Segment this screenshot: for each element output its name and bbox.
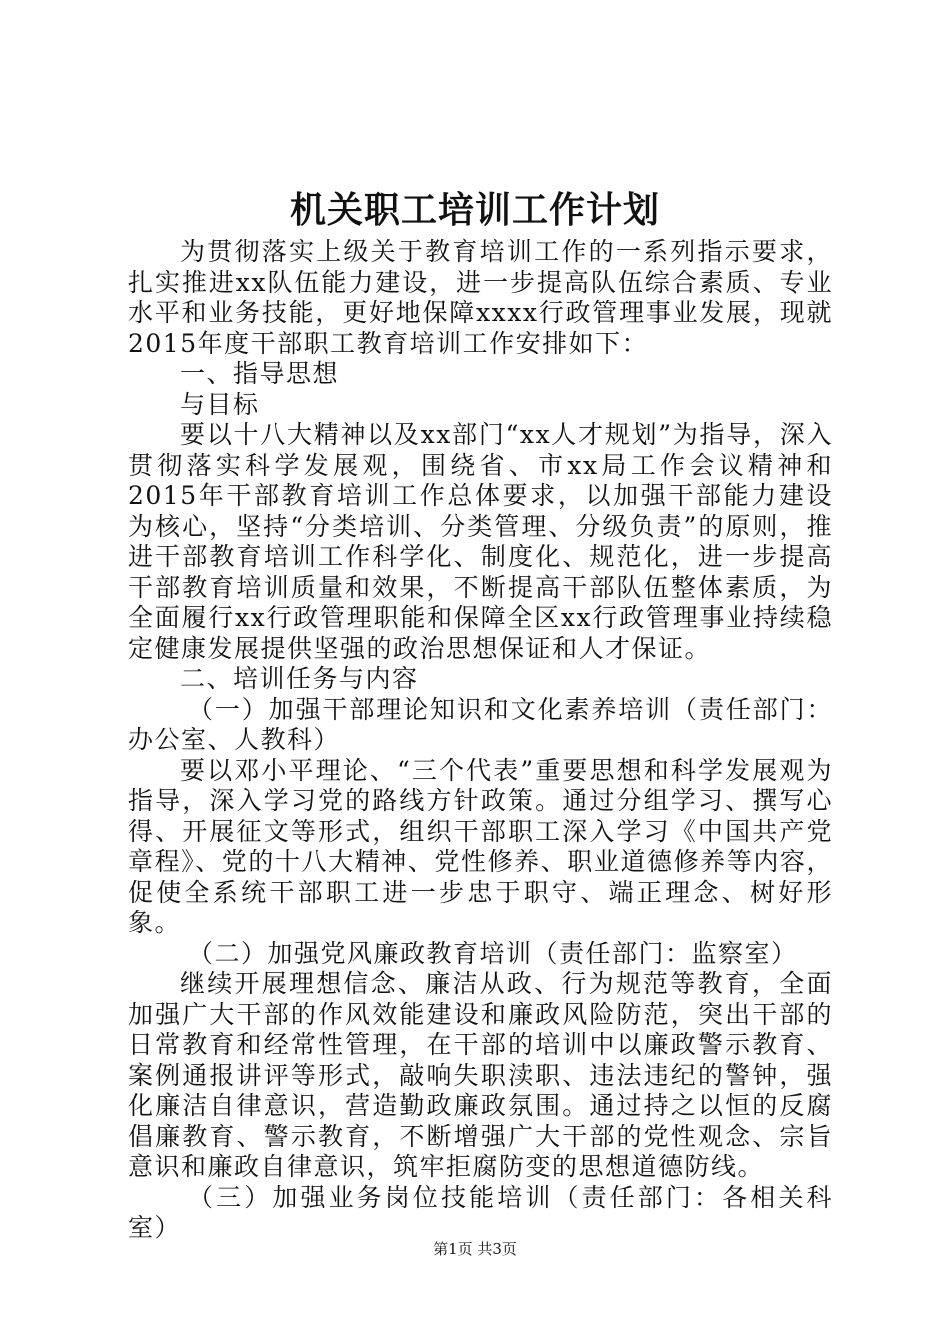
paragraph-integrity-training: 继续开展理想信念、廉洁从政、行为规范等教育，全面加强广大干部的作风效能建设和廉政风险防范，突出干部的日常教育和经常性管理，在干部的培训中以廉政警示教育、案例通报讲评等形式，敲响失职渎职、违法违纪的警钟，强化廉洁自律意识，营造勤政廉政氛围。通过持之以恒的反腐倡廉教育、警示教育，不断增强广大干部的党性观念、宗旨意识和廉政自律意识，筑牢拒腐防变的思想道德防线。: [128, 969, 833, 1181]
paragraph-theory-training: 要以邓小平理论、“三个代表”重要思想和科学发展观为指导，深入学习党的路线方针政策。通过分组学习、撰写心得、开展征文等形式，组织干部职工深入学习《中国共产党章程》、党的十八大精神、党性修养、职业道德修养等内容，促使全系统干部职工进一步忠于职守、端正理念、树好形象。: [128, 755, 833, 937]
heading-guiding-thought-cont: 与目标: [180, 389, 260, 419]
document-body: [128, 237, 833, 1244]
subheading-skills-training: （三）加强业务岗位技能培训（责任部门：各相关科室）: [128, 1182, 833, 1242]
document-title: 机关职工培训工作计划: [289, 189, 660, 231]
page-footer: 第1页 共3页: [433, 1240, 517, 1258]
subheading-theory-training: （一）加强干部理论知识和文化素养培训（责任部门：办公室、人教科）: [128, 694, 833, 754]
subheading-integrity-training: （二）加强党风廉政教育培训（责任部门：监察室）: [188, 938, 798, 968]
heading-guiding-thought: 一、指导思想: [180, 359, 340, 388]
heading-training-tasks: 二、培训任务与内容: [180, 664, 419, 693]
paragraph-intro: 为贯彻落实上级关于教育培训工作的一系列指示要求，扎实推进xx队伍能力建设，进一步提高队伍综合素质、专业水平和业务技能，更好地保障xxxx行政管理事业发展，现就2015年度干部职工教育培训工作安排如下：: [128, 237, 833, 358]
paragraph-guiding-thought: 要以十八大精神以及xx部门“xx人才规划”为指导，深入贯彻落实科学发展观，围绕省、市xx局工作会议精神和2015年干部教育培训工作总体要求，以加强干部能力建设为核心，坚持“分类培训、分类管理、分级负责”的原则，推进干部教育培训工作科学化、制度化、规范化，进一步提高干部教育培训质量和效果，不断提高干部队伍整体素质，为全面履行xx行政管理职能和保障全区xx行政管理事业持续稳定健康发展提供坚强的政治思想保证和人才保证。: [128, 420, 833, 663]
